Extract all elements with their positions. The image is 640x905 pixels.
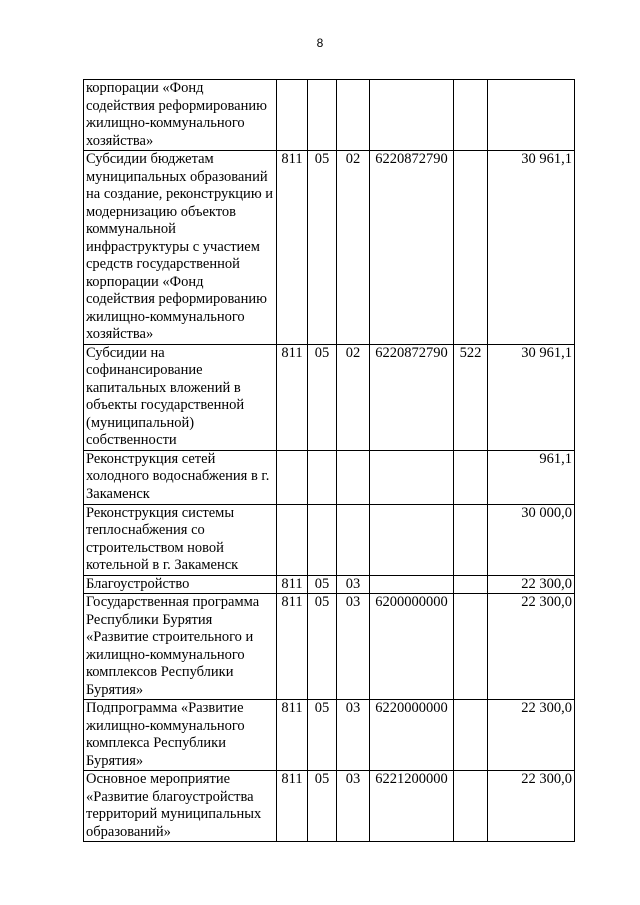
section-code-cell <box>308 504 337 575</box>
amount-cell: 22 300,0 <box>488 594 575 700</box>
subsection-code-cell <box>337 450 370 504</box>
ministry-code-cell: 811 <box>277 151 308 345</box>
budget-table <box>83 79 575 842</box>
item-name-cell: Субсидии на софинансирование капитальных вложений в объекты государственной (муниципальной) собственности <box>84 344 277 450</box>
target-code-cell: 6220872790 <box>370 151 454 345</box>
expense-type-cell <box>454 450 488 504</box>
amount-cell: 22 300,0 <box>488 700 575 771</box>
ministry-code-cell: 811 <box>277 344 308 450</box>
expense-type-cell <box>454 151 488 345</box>
section-code-cell: 05 <box>308 594 337 700</box>
table-row <box>84 771 575 842</box>
ministry-code-cell: 811 <box>277 771 308 842</box>
table-row <box>84 450 575 504</box>
target-code-cell <box>370 504 454 575</box>
table-row <box>84 504 575 575</box>
table-row <box>84 575 575 594</box>
section-code-cell: 05 <box>308 575 337 594</box>
subsection-code-cell: 02 <box>337 344 370 450</box>
amount-cell: 30 961,1 <box>488 151 575 345</box>
expense-type-cell <box>454 80 488 151</box>
target-code-cell <box>370 80 454 151</box>
expense-type-cell <box>454 575 488 594</box>
item-name-cell: Подпрограмма «Развитие жилищно-коммунального комплекса Республики Бурятия» <box>84 700 277 771</box>
ministry-code-cell <box>277 450 308 504</box>
item-name-cell: корпорации «Фонд содействия реформированию жилищно-коммунального хозяйства» <box>84 80 277 151</box>
item-name-cell: Субсидии бюджетам муниципальных образований на создание, реконструкцию и модернизацию объектов коммунальной инфраструктуры с участием средств государственной корпорации «Фонд содействия реформированию жилищно-коммунального хозяйства» <box>84 151 277 345</box>
target-code-cell <box>370 450 454 504</box>
table-row <box>84 151 575 345</box>
table-row <box>84 344 575 450</box>
item-name-cell: Благоустройство <box>84 575 277 594</box>
subsection-code-cell: 03 <box>337 771 370 842</box>
amount-cell: 22 300,0 <box>488 575 575 594</box>
subsection-code-cell: 03 <box>337 575 370 594</box>
amount-cell: 22 300,0 <box>488 771 575 842</box>
table-row <box>84 700 575 771</box>
subsection-code-cell: 03 <box>337 700 370 771</box>
ministry-code-cell: 811 <box>277 594 308 700</box>
subsection-code-cell: 02 <box>337 151 370 345</box>
expense-type-cell <box>454 700 488 771</box>
table-row <box>84 80 575 151</box>
target-code-cell: 6200000000 <box>370 594 454 700</box>
expense-type-cell <box>454 594 488 700</box>
ministry-code-cell <box>277 80 308 151</box>
section-code-cell: 05 <box>308 771 337 842</box>
section-code-cell: 05 <box>308 151 337 345</box>
ministry-code-cell: 811 <box>277 700 308 771</box>
section-code-cell: 05 <box>308 344 337 450</box>
amount-cell: 30 961,1 <box>488 344 575 450</box>
target-code-cell <box>370 575 454 594</box>
amount-cell <box>488 80 575 151</box>
expense-type-cell: 522 <box>454 344 488 450</box>
section-code-cell <box>308 80 337 151</box>
ministry-code-cell: 811 <box>277 575 308 594</box>
amount-cell: 30 000,0 <box>488 504 575 575</box>
item-name-cell: Государственная программа Республики Бурятия «Развитие строительного и жилищно-коммунального комплексов Республики Бурятия» <box>84 594 277 700</box>
expense-type-cell <box>454 504 488 575</box>
amount-cell: 961,1 <box>488 450 575 504</box>
item-name-cell: Реконструкция системы теплоснабжения со строительством новой котельной в г. Закаменск <box>84 504 277 575</box>
table-row <box>84 594 575 700</box>
item-name-cell: Основное мероприятие «Развитие благоустройства территорий муниципальных образований» <box>84 771 277 842</box>
ministry-code-cell <box>277 504 308 575</box>
expense-type-cell <box>454 771 488 842</box>
subsection-code-cell <box>337 504 370 575</box>
section-code-cell <box>308 450 337 504</box>
subsection-code-cell: 03 <box>337 594 370 700</box>
subsection-code-cell <box>337 80 370 151</box>
item-name-cell: Реконструкция сетей холодного водоснабжения в г. Закаменск <box>84 450 277 504</box>
section-code-cell: 05 <box>308 700 337 771</box>
target-code-cell: 6220872790 <box>370 344 454 450</box>
target-code-cell: 6221200000 <box>370 771 454 842</box>
target-code-cell: 6220000000 <box>370 700 454 771</box>
page-number: 8 <box>316 36 324 50</box>
